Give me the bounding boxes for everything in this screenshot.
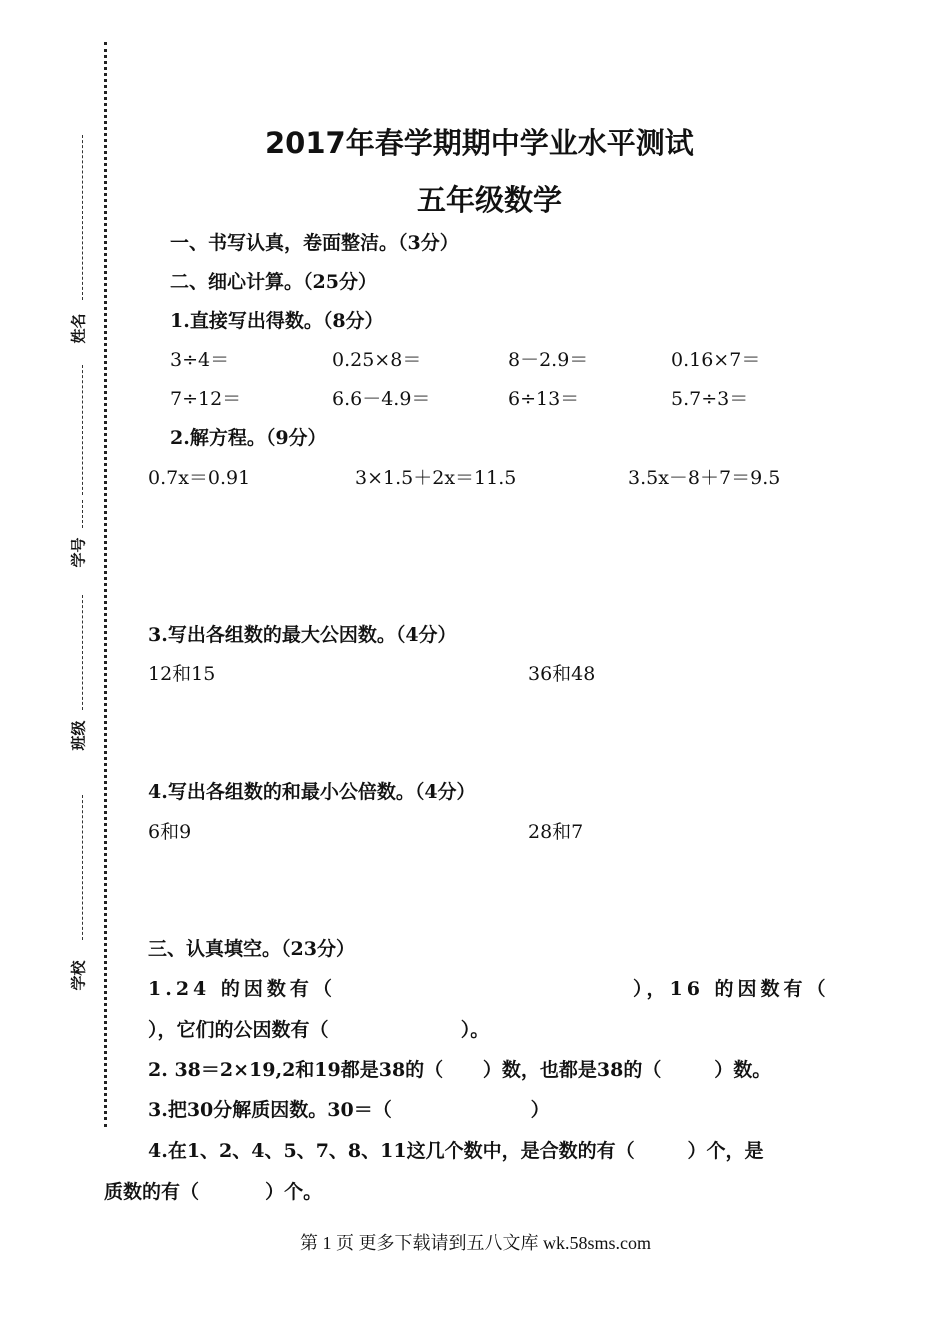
fill-q3: 3.把30分解质因数。30＝（ ） bbox=[148, 1099, 550, 1121]
q3-pair: 36和48 bbox=[528, 663, 596, 685]
fill-q1-line1-end: ），16 的因数有（ bbox=[633, 978, 830, 1000]
fill-q1-line1-start: 1.24 的因数有（ bbox=[148, 978, 336, 1000]
q1-item: 5.7÷3＝ bbox=[671, 388, 749, 410]
q1-item: 0.16×7＝ bbox=[671, 349, 761, 371]
q3-pair: 12和15 bbox=[148, 663, 216, 685]
fill-q2: 2. 38＝2×19,2和19都是38的（ ）数，也都是38的（ ）数。 bbox=[148, 1059, 772, 1081]
page-footer: 第 1 页 更多下载请到五八文库 wk.58sms.com bbox=[300, 1233, 651, 1253]
name-blank-line-lower bbox=[82, 365, 83, 495]
section-3-heading: 三、认真填空。（23分） bbox=[148, 938, 355, 960]
q1-item: 6÷13＝ bbox=[508, 388, 580, 410]
school-blank-line bbox=[82, 795, 83, 940]
q2-heading: 2.解方程。（9分） bbox=[170, 427, 327, 449]
q4-heading: 4.写出各组数的和最小公倍数。（4分） bbox=[148, 781, 476, 803]
binding-dotted-line bbox=[104, 42, 107, 1127]
q1-item: 7÷12＝ bbox=[170, 388, 242, 410]
q4-pair: 28和7 bbox=[528, 821, 584, 843]
section-2-heading: 二、细心计算。（25分） bbox=[170, 271, 377, 293]
student-no-blank-line-lower bbox=[82, 595, 83, 710]
q2-equation: 3.5x－8＋7＝9.5 bbox=[628, 467, 781, 489]
class-label: 班级 bbox=[69, 720, 88, 751]
q1-item: 8－2.9＝ bbox=[508, 349, 589, 371]
fill-q4-line2: 质数的有（ ）个。 bbox=[104, 1181, 323, 1203]
student-no-label: 学号 bbox=[69, 537, 88, 568]
fill-q1-line2: ），它们的公因数有（ ）。 bbox=[148, 1019, 490, 1041]
q1-heading: 1.直接写出得数。（8分） bbox=[170, 310, 384, 332]
page-title: 2017年春学期期中学业水平测试 bbox=[265, 126, 694, 160]
fill-q4-line1: 4.在1、2、4、5、7、8、11这几个数中，是合数的有（ ）个，是 bbox=[148, 1140, 764, 1162]
q1-item: 0.25×8＝ bbox=[332, 349, 422, 371]
page-subtitle: 五年级数学 bbox=[417, 183, 563, 217]
q2-equation: 0.7x＝0.91 bbox=[148, 467, 251, 489]
q1-item: 3÷4＝ bbox=[170, 349, 230, 371]
q4-pair: 6和9 bbox=[148, 821, 192, 843]
name-blank-line bbox=[82, 135, 83, 300]
q3-heading: 3.写出各组数的最大公因数。（4分） bbox=[148, 624, 457, 646]
section-1-heading: 一、书写认真，卷面整洁。（3分） bbox=[170, 232, 459, 254]
school-label: 学校 bbox=[69, 960, 88, 991]
q1-item: 6.6－4.9＝ bbox=[332, 388, 431, 410]
name-label: 姓名 bbox=[69, 313, 88, 344]
q2-equation: 3×1.5＋2x＝11.5 bbox=[355, 467, 517, 489]
student-no-blank-line bbox=[82, 500, 83, 528]
